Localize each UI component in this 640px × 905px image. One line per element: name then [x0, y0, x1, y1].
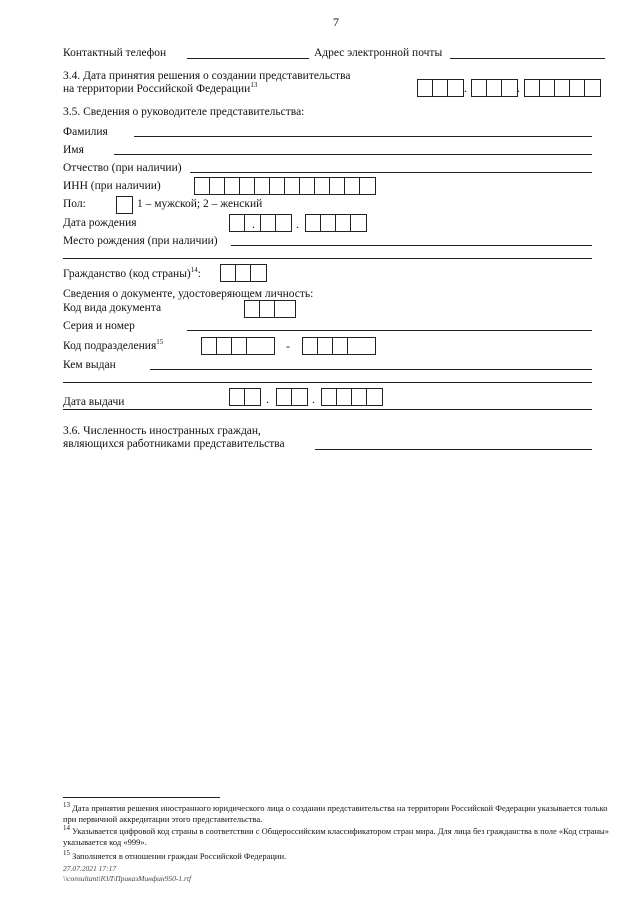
footnote-13: [63, 803, 618, 824]
citizenship-text: Гражданство (код страны): [63, 268, 191, 280]
phone-label: Контактный телефон: [63, 47, 167, 59]
footnote-14-number: 14: [63, 824, 70, 833]
footnote-separator: [63, 797, 220, 798]
inn-field[interactable]: [194, 177, 376, 195]
name-field[interactable]: [114, 154, 592, 155]
citizenship-label: [63, 268, 201, 281]
gender-label: Пол:: [63, 198, 86, 210]
email-label: Адрес электронной почты: [314, 47, 443, 59]
decision-date-day[interactable]: [417, 79, 464, 97]
section-3-5-title: 3.5. Сведения о руководителе представительства:: [63, 106, 305, 118]
birth-date-year[interactable]: [305, 214, 367, 232]
footnote-14: [63, 826, 618, 847]
id-document-heading: Сведения о документе, удостоверяющем личность:: [63, 288, 314, 300]
foreign-employees-field[interactable]: [315, 449, 592, 450]
gender-hint: 1 – мужской; 2 – женский: [137, 198, 263, 210]
issued-by-label: Кем выдан: [63, 359, 116, 371]
section-3-4-title: 3.4. Дата принятия решения о создании представительства: [63, 70, 351, 82]
footnote-ref-15: 15: [156, 338, 164, 347]
issue-date-label: Дата выдачи: [63, 396, 125, 408]
footnote-15: [63, 851, 618, 862]
division-separator: -: [286, 339, 290, 353]
patronymic-label: Отчество (при наличии): [63, 162, 182, 174]
surname-label: Фамилия: [63, 126, 108, 138]
footnote-15-text: Заполняется в отношении граждан Российской Федерации.: [72, 851, 287, 861]
decision-date-month[interactable]: [471, 79, 518, 97]
issue-date-year[interactable]: [321, 388, 383, 406]
birth-place-field-line2[interactable]: [63, 258, 592, 259]
division-code-text: Код подразделения: [63, 340, 157, 352]
division-code-part2[interactable]: [302, 337, 376, 355]
print-timestamp: 27.07.2021 17:17: [63, 864, 117, 873]
division-code-label: [63, 340, 163, 353]
birth-date-day[interactable]: [229, 214, 261, 232]
footnote-ref-14: 14: [190, 266, 198, 275]
issue-date-underline: [63, 409, 592, 410]
section-3-4-title-line2: [63, 83, 257, 96]
issued-by-field[interactable]: [150, 369, 592, 370]
section-3-4-line2-text: на территории Российской Федерации: [63, 83, 251, 95]
name-label: Имя: [63, 144, 84, 156]
section-3-6-title: 3.6. Численность иностранных граждан,: [63, 425, 261, 437]
date-separator: .: [517, 81, 520, 95]
date-separator: .: [266, 392, 269, 406]
doc-type-label: Код вида документа: [63, 302, 162, 314]
division-code-part1[interactable]: [201, 337, 275, 355]
date-separator: .: [312, 392, 315, 406]
page-number: 7: [333, 15, 339, 29]
colon: :: [197, 268, 201, 280]
phone-field[interactable]: [187, 58, 309, 59]
footnote-14-text: Указывается цифровой код страны в соответствии с Общероссийским классификатором стран мира. Для лица без гражданства в поле «Код страны» указывается код «999».: [63, 826, 609, 847]
gender-field[interactable]: [116, 196, 133, 214]
section-3-6-title-line2: являющихся работниками представительства: [63, 438, 285, 450]
patronymic-field[interactable]: [190, 172, 592, 173]
issued-by-field-line2[interactable]: [63, 382, 592, 383]
series-number-field[interactable]: [187, 330, 592, 331]
date-separator: .: [296, 217, 299, 231]
birth-date-month[interactable]: [260, 214, 292, 232]
issue-date-day[interactable]: [229, 388, 261, 406]
citizenship-field[interactable]: [220, 264, 267, 282]
footnote-15-number: 15: [63, 849, 70, 858]
doc-type-field[interactable]: [244, 300, 296, 318]
date-separator: .: [464, 81, 467, 95]
birth-date-label: Дата рождения: [63, 217, 137, 229]
series-number-label: Серия и номер: [63, 320, 135, 332]
issue-date-month[interactable]: [276, 388, 308, 406]
email-field[interactable]: [450, 58, 605, 59]
inn-label: ИНН (при наличии): [63, 180, 161, 192]
birth-place-field[interactable]: [231, 245, 592, 246]
file-path: \\consultant\ЮЛ\ПриказМинфин950-1.rtf: [63, 874, 192, 883]
surname-field[interactable]: [134, 136, 592, 137]
date-separator: .: [252, 217, 255, 231]
decision-date-year[interactable]: [524, 79, 601, 97]
footnote-13-text: Дата принятия решения иностранного юридического лица о создании представительства на территории Российской Федерации указывается только при первичной аккредитации этого представительства.: [63, 803, 608, 824]
birth-place-label: Место рождения (при наличии): [63, 235, 218, 247]
footnote-13-number: 13: [63, 801, 70, 810]
footnote-ref-13: 13: [250, 81, 258, 90]
